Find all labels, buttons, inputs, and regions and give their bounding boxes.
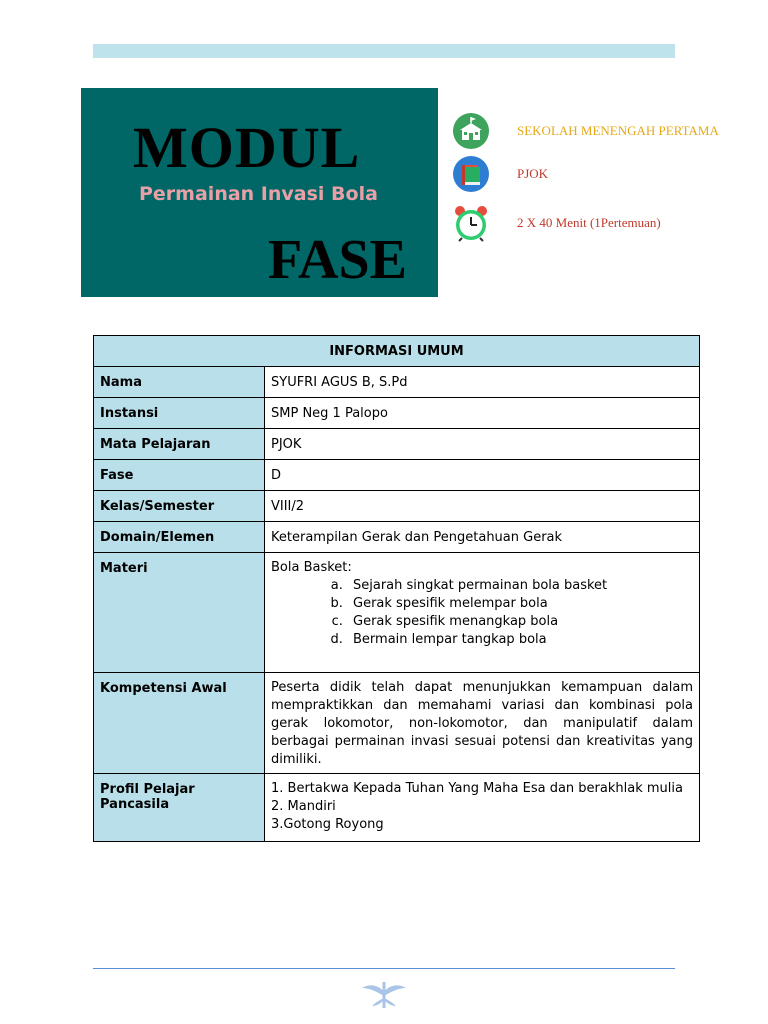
row-value: Peserta didik telah dapat menunjukkan kemampuan dalam mempraktikkan dan memahami variasi dan kombinasi pola gerak lokomotor, non-lokomotor, dan manipulatif dalam berbagai permainan invasi sesuai potensi dan kreativitas yang dimiliki. xyxy=(265,673,700,774)
profil-line: 1. Bertakwa Kepada Tuhan Yang Maha Esa dan berakhlak mulia xyxy=(271,781,683,796)
list-item: d. Bermain lempar tangkap bola xyxy=(347,631,693,649)
row-value xyxy=(265,774,700,842)
info-duration xyxy=(452,204,661,242)
row-label: Kelas/Semester xyxy=(94,491,265,522)
school-icon xyxy=(452,112,490,150)
row-label: Mata Pelajaran xyxy=(94,429,265,460)
info-school-text: SEKOLAH MENENGAH PERTAMA xyxy=(517,123,719,138)
row-label: Fase xyxy=(94,460,265,491)
table-row-nama xyxy=(94,367,700,398)
footer-rule xyxy=(93,968,675,969)
cover-subtitle: Permainan Invasi Bola xyxy=(139,183,378,205)
table-row-instansi xyxy=(94,398,700,429)
materi-list xyxy=(271,577,693,649)
cover-title: MODUL xyxy=(133,115,361,180)
table-row-materi xyxy=(94,553,700,673)
materi-intro: Bola Basket: xyxy=(271,560,352,575)
table-row-domain xyxy=(94,522,700,553)
row-label: Nama xyxy=(94,367,265,398)
list-item: a. Sejarah singkat permainan bola basket xyxy=(347,577,693,595)
alarm-clock-icon xyxy=(452,204,490,242)
row-value: D xyxy=(265,460,700,491)
ornament-icon xyxy=(360,978,408,1012)
table-header: INFORMASI UMUM xyxy=(94,336,700,367)
table-row-kelas xyxy=(94,491,700,522)
table-row-mata-pelajaran xyxy=(94,429,700,460)
table-row-kompetensi-awal xyxy=(94,673,700,774)
row-value xyxy=(265,553,700,673)
list-item: b. Gerak spesifik melempar bola xyxy=(347,595,693,613)
info-subject xyxy=(452,155,548,193)
top-decorative-bar xyxy=(93,44,675,58)
table-row-profil-pelajar xyxy=(94,774,700,842)
row-value: PJOK xyxy=(265,429,700,460)
list-item: c. Gerak spesifik menangkap bola xyxy=(347,613,693,631)
profil-line: 3.Gotong Royong xyxy=(271,817,384,832)
profil-line: 2. Mandiri xyxy=(271,799,336,814)
book-icon xyxy=(452,155,490,193)
row-label: Materi xyxy=(94,553,265,673)
info-subject-text: PJOK xyxy=(517,166,549,181)
row-label: Profil Pelajar Pancasila xyxy=(94,774,265,842)
cover-banner xyxy=(81,88,438,297)
row-value: SMP Neg 1 Palopo xyxy=(265,398,700,429)
cover-fase: FASE xyxy=(268,229,407,291)
informasi-umum-table xyxy=(93,335,700,842)
row-value: Keterampilan Gerak dan Pengetahuan Gerak xyxy=(265,522,700,553)
row-label: Kompetensi Awal xyxy=(94,673,265,774)
row-value: VIII/2 xyxy=(265,491,700,522)
table-row-fase xyxy=(94,460,700,491)
row-label: Instansi xyxy=(94,398,265,429)
row-label: Domain/Elemen xyxy=(94,522,265,553)
info-duration-text: 2 X 40 Menit (1Pertemuan) xyxy=(517,215,661,230)
info-school xyxy=(452,112,719,150)
row-value: SYUFRI AGUS B, S.Pd xyxy=(265,367,700,398)
